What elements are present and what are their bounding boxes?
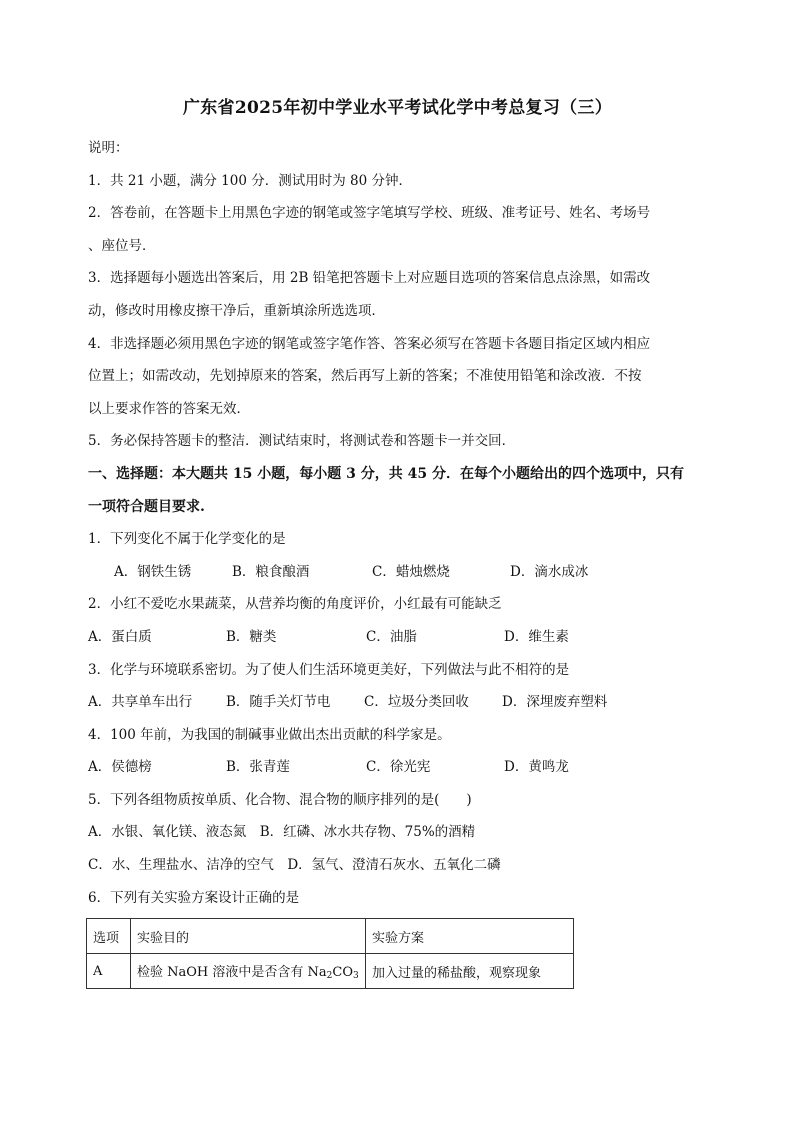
option-a: A．共享单车出行: [88, 694, 193, 711]
option-c: C．油脂: [366, 628, 417, 645]
instruction-line: 以上要求作答的答案无效．: [88, 400, 250, 417]
table-row: [87, 954, 574, 989]
instruction-line: 3．选择题每小题选出答案后，用 2B 铅笔把答题卡上对应题目选项的答案信息点涂黑，如需改: [88, 270, 651, 287]
table-header-purpose: 实验目的: [131, 919, 366, 954]
option-a: A．蛋白质: [88, 628, 152, 645]
question-stem: 1．下列变化不属于化学变化的是: [88, 531, 286, 548]
option-a: A．侯德榜: [88, 759, 152, 776]
table-cell-option: A: [87, 954, 131, 989]
purpose-text: 检验 NaOH 溶液中是否含有 Na: [137, 965, 327, 981]
option-d: D．滴水成冰: [510, 563, 589, 580]
instructions-heading: 说明：: [88, 140, 129, 156]
option-c: C．蜡烛燃烧: [372, 563, 450, 580]
option-d: D．黄鸣龙: [504, 759, 569, 776]
purpose-subscript: 2: [326, 971, 333, 982]
purpose-text-mid: CO: [332, 965, 353, 981]
option-c: C．徐光宪: [366, 759, 431, 776]
instruction-line: 位置上；如需改动，先划掉原来的答案，然后再写上新的答案；不准使用铅笔和涂改液．不按: [88, 368, 642, 385]
question-options: [88, 621, 701, 654]
option-b: B．糖类: [226, 628, 277, 645]
option-a: A．钢铁生锈: [114, 563, 192, 580]
option-c: C．垃圾分类回收: [364, 694, 469, 711]
section-heading: 一、选择题：本大题共 15 小题，每小题 3 分，共 45 分．在每个小题给出的四个选项中，只有: [88, 465, 684, 482]
instruction-line: 、座位号．: [88, 237, 156, 254]
instruction-line: 5．务必保持答题卡的整洁．测试结束时，将测试卷和答题卡一并交回．: [88, 433, 516, 450]
table-cell-purpose: [131, 954, 366, 989]
question-stem: 5．下列各组物质按单质、化合物、混合物的顺序排列的是( ): [88, 791, 472, 808]
option-b: B．粮食酿酒: [232, 563, 310, 580]
page-title: 广东省2025年初中学业水平考试化学中考总复习（三）: [182, 98, 613, 118]
question-options: [88, 556, 701, 589]
option-d: D．深埋废弃塑料: [502, 694, 608, 711]
instruction-line: 动，修改时用橡皮擦干净后，重新填涂所选选项．: [88, 302, 385, 319]
instruction-line: 4．非选择题必须用黑色字迹的钢笔或签字笔作答、答案必须写在答题卡各题目指定区域内相应: [88, 335, 651, 352]
question-stem: 4．100 年前，为我国的制碱事业做出杰出贡献的科学家是。: [88, 726, 451, 743]
question-options-line: A．水银、氧化镁、液态氮 B．红磷、冰水共存物、75%的酒精: [88, 824, 476, 841]
question-options-line: C．水、生理盐水、洁净的空气 D．氢气、澄清石灰水、五氧化二磷: [88, 857, 501, 874]
question-options: [88, 751, 701, 784]
question-stem: 3．化学与环境联系密切。为了使人们生活环境更美好，下列做法与此不相符的是: [88, 661, 570, 678]
option-b: B．张青莲: [226, 759, 290, 776]
table-cell-plan: 加入过量的稀盐酸，观察现象: [366, 954, 574, 989]
section-heading-cont: 一项符合题目要求.: [88, 498, 205, 515]
table-header-option: 选项: [87, 919, 131, 954]
instruction-line: 2．答卷前，在答题卡上用黑色字迹的钢笔或签字笔填写学校、班级、准考证号、姓名、考场号: [88, 205, 651, 222]
table-header-row: [87, 919, 574, 954]
question-stem: 6．下列有关实验方案设计正确的是: [88, 889, 300, 906]
purpose-subscript-2: 3: [353, 971, 359, 982]
instruction-line: 1．共 21 小题，满分 100 分．测试用时为 80 分钟．: [88, 172, 412, 189]
question-options: [88, 686, 701, 719]
option-b: B．随手关灯节电: [226, 694, 331, 711]
table-header-plan: 实验方案: [366, 919, 574, 954]
question-stem: 2．小红不爱吃水果蔬菜，从营养均衡的角度评价，小红最有可能缺乏: [88, 596, 502, 613]
option-d: D．维生素: [504, 628, 569, 645]
experiment-table: [86, 918, 574, 989]
